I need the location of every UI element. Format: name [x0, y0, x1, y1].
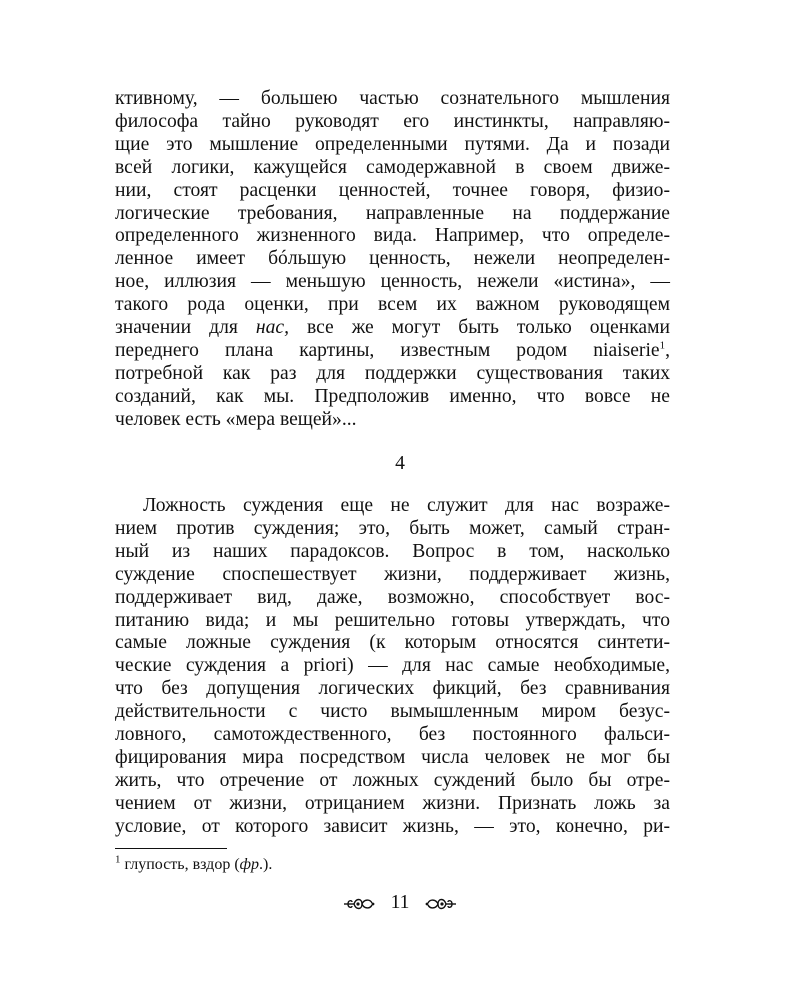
text-run: , — [665, 339, 670, 361]
page-footer — [0, 892, 800, 914]
text-line: действительности с чисто вымышленным миром безус- — [115, 701, 670, 723]
text-run: переднего плана картины, известным родом niaiserie — [115, 339, 660, 361]
text-line: определенного жизненного вида. Например, что определе- — [115, 225, 670, 247]
footnote-marker: 1 — [115, 853, 121, 866]
text-line — [115, 340, 670, 363]
fleuron-ornament-icon — [424, 892, 458, 913]
text-line: потребной как раз для поддержки существования таких — [115, 362, 670, 384]
footnote-text: .). — [259, 856, 273, 873]
text-line: питанию вида; и мы решительно готовы утверждать, что — [115, 609, 670, 631]
paragraph-continued — [115, 88, 670, 432]
text-line: ческие суждения a priori) — для нас самые необходимые, — [115, 655, 670, 677]
text-line: ный из наших парадоксов. Вопрос в том, насколько — [115, 540, 670, 562]
text-line: такого рода оценки, при всем их важном руководящем — [115, 294, 670, 316]
text-line: нием против суждения; это, быть может, самый стран- — [115, 517, 670, 539]
text-line: нии, стоят расценки ценностей, точнее говоря, физио- — [115, 179, 670, 201]
text-line: что без допущения логических фикций, без сравнивания — [115, 678, 670, 700]
text-line: щие это мышление определенными путями. Да и позади — [115, 133, 670, 155]
footnote — [115, 853, 273, 874]
text-line — [115, 317, 670, 340]
text-line: фицирования мира посредством числа человек не мог бы — [115, 746, 670, 768]
text-line: всей логики, кажущейся самодержавной в своем движе- — [115, 156, 670, 178]
text-line: жить, что отречение от ложных суждений было бы отре- — [115, 769, 670, 791]
text-line: поддерживает вид, даже, возможно, способствует вос- — [115, 586, 670, 608]
text-line: человек есть «мера вещей»... — [115, 408, 357, 430]
fleuron-ornament-icon — [342, 892, 381, 913]
text-line: Ложность суждения еще не служит для нас возраже- — [143, 495, 670, 516]
text-line: ктивному, — большею частью сознательного мышления — [115, 88, 670, 109]
text-line: ловного, самотождественного, без постоянного фальси- — [115, 724, 670, 746]
text-line: самые ложные суждения (к которым относятся синтети- — [115, 632, 670, 654]
footnote-text: глупость, вздор ( — [120, 856, 240, 873]
text-line: ленное имеет бóльшую ценность, нежели неопределен- — [115, 248, 670, 270]
italic-word: нас, — [255, 317, 289, 339]
page-number: 11 — [390, 892, 410, 913]
text-line: суждение споспешествует жизни, поддерживает жизнь, — [115, 563, 670, 585]
paragraph — [115, 495, 670, 839]
section-number-heading: 4 — [395, 453, 405, 474]
footnote-italic: фр — [239, 856, 259, 873]
footnote-divider — [115, 848, 227, 849]
text-line: чением от жизни, отрицанием жизни. Признать ложь за — [115, 792, 670, 814]
text-line: ное, иллюзия — меньшую ценность, нежели «истина», — — [115, 271, 670, 293]
text-run: значении для — [115, 317, 256, 339]
text-line: созданий, как мы. Предположив именно, что вовсе не — [115, 385, 670, 407]
footnote-reference: 1 — [659, 339, 666, 352]
text-line: философа тайно руководят его инстинкты, направляю- — [115, 110, 670, 132]
text-run: все же могут быть только оценками — [289, 317, 670, 339]
text-line: условие, от которого зависит жизнь, — это, конечно, ри- — [115, 815, 670, 837]
text-line: логические требования, направленные на поддержание — [115, 202, 670, 224]
